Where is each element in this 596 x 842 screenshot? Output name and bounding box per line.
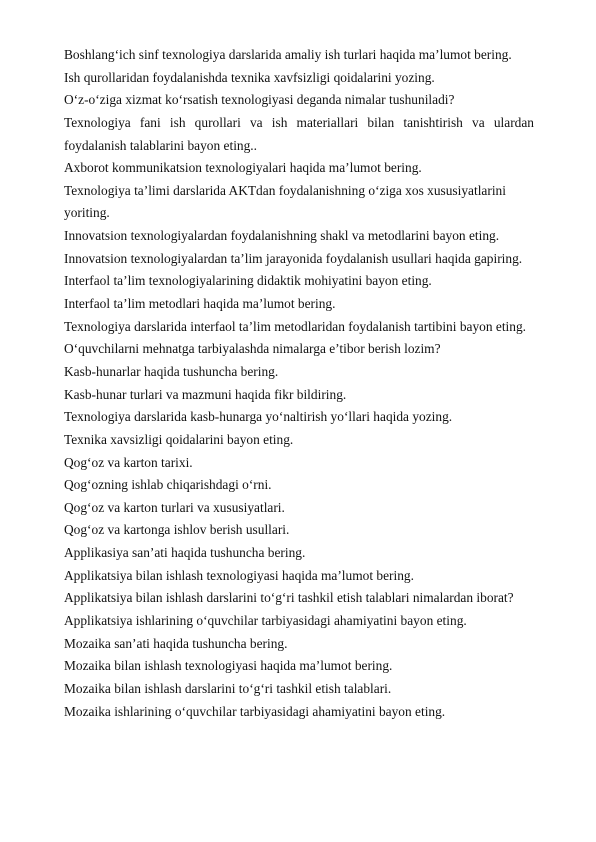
question-line: Interfaol ta’lim metodlari haqida ma’lumot bering. — [64, 296, 336, 312]
question-line: O‘quvchilarni mehnatga tarbiyalashda nimalarga e’tibor berish lozim? — [64, 341, 441, 357]
question-line: Kasb-hunar turlari va mazmuni haqida fikr bildiring. — [64, 386, 347, 402]
question-line: Ish qurollaridan foydalanishda texnika xavfsizligi qoidalarini yozing. — [64, 69, 435, 85]
question-line: O‘z-o‘ziga xizmat ko‘rsatish texnologiyasi deganda nimalar tushuniladi? — [64, 92, 455, 108]
question-line: Applikatsiya ishlarining o‘quvchilar tarbiyasidagi ahamiyatini bayon eting. — [64, 613, 467, 629]
question-line: Qog‘oz va kartonga ishlov berish usullari. — [64, 522, 290, 538]
question-line: Qog‘ozning ishlab chiqarishdagi o‘rni. — [64, 477, 272, 493]
question-line: Kasb-hunarlar haqida tushuncha bering. — [64, 363, 279, 379]
question-line: Texnologiya darslarida interfaol ta’lim metodlaridan foydalanish tartibini bayon eting. — [64, 318, 527, 334]
question-line: Texnologiya ta’limi darslarida AKTdan foydalanishning o‘ziga xos xususiyatlarini — [64, 182, 506, 198]
question-line: Innovatsion texnologiyalardan ta’lim jarayonida foydalanish usullari haqida gapiring. — [64, 250, 523, 266]
question-line: Applikatsiya bilan ishlash darslarini to‘g‘ri tashkil etish talablari nimalardan iborat? — [64, 590, 514, 606]
question-line: Applikatsiya bilan ishlash texnologiyasi haqida ma’lumot bering. — [64, 567, 414, 583]
question-line: Texnologiya fani ish qurollari va ish materiallari bilan tanishtirish va ulardan — [64, 114, 534, 130]
question-line: foydalanish talablarini bayon eting.. — [64, 137, 257, 153]
question-line: Qog‘oz va karton turlari va xususiyatlari. — [64, 499, 285, 515]
question-line: Mozaika ishlarining o‘quvchilar tarbiyasidagi ahamiyatini bayon eting. — [64, 703, 446, 719]
document-page — [64, 44, 534, 723]
question-line: yoriting. — [64, 205, 110, 221]
question-line: Axborot kommunikatsion texnologiyalari haqida ma’lumot bering. — [64, 160, 422, 176]
question-line: Mozaika bilan ishlash darslarini to‘g‘ri tashkil etish talablari. — [64, 680, 392, 696]
question-line: Boshlang‘ich sinf texnologiya darslarida amaliy ish turlari haqida ma’lumot bering. — [64, 47, 512, 62]
question-line: Texnika xavsizligi qoidalarini bayon eting. — [64, 431, 294, 447]
question-line: Mozaika bilan ishlash texnologiyasi haqida ma’lumot bering. — [64, 658, 393, 674]
question-line: Mozaika san’ati haqida tushuncha bering. — [64, 635, 288, 651]
question-line: Interfaol ta’lim texnologiyalarining didaktik mohiyatini bayon eting. — [64, 273, 432, 289]
question-line: Applikasiya san’ati haqida tushuncha bering. — [64, 545, 306, 561]
question-line: Texnologiya darslarida kasb-hunarga yo‘naltirish yo‘llari haqida yozing. — [64, 409, 453, 425]
question-line: Innovatsion texnologiyalardan foydalanishning shakl va metodlarini bayon eting. — [64, 228, 500, 244]
question-line: Qog‘oz va karton tarixi. — [64, 454, 193, 470]
